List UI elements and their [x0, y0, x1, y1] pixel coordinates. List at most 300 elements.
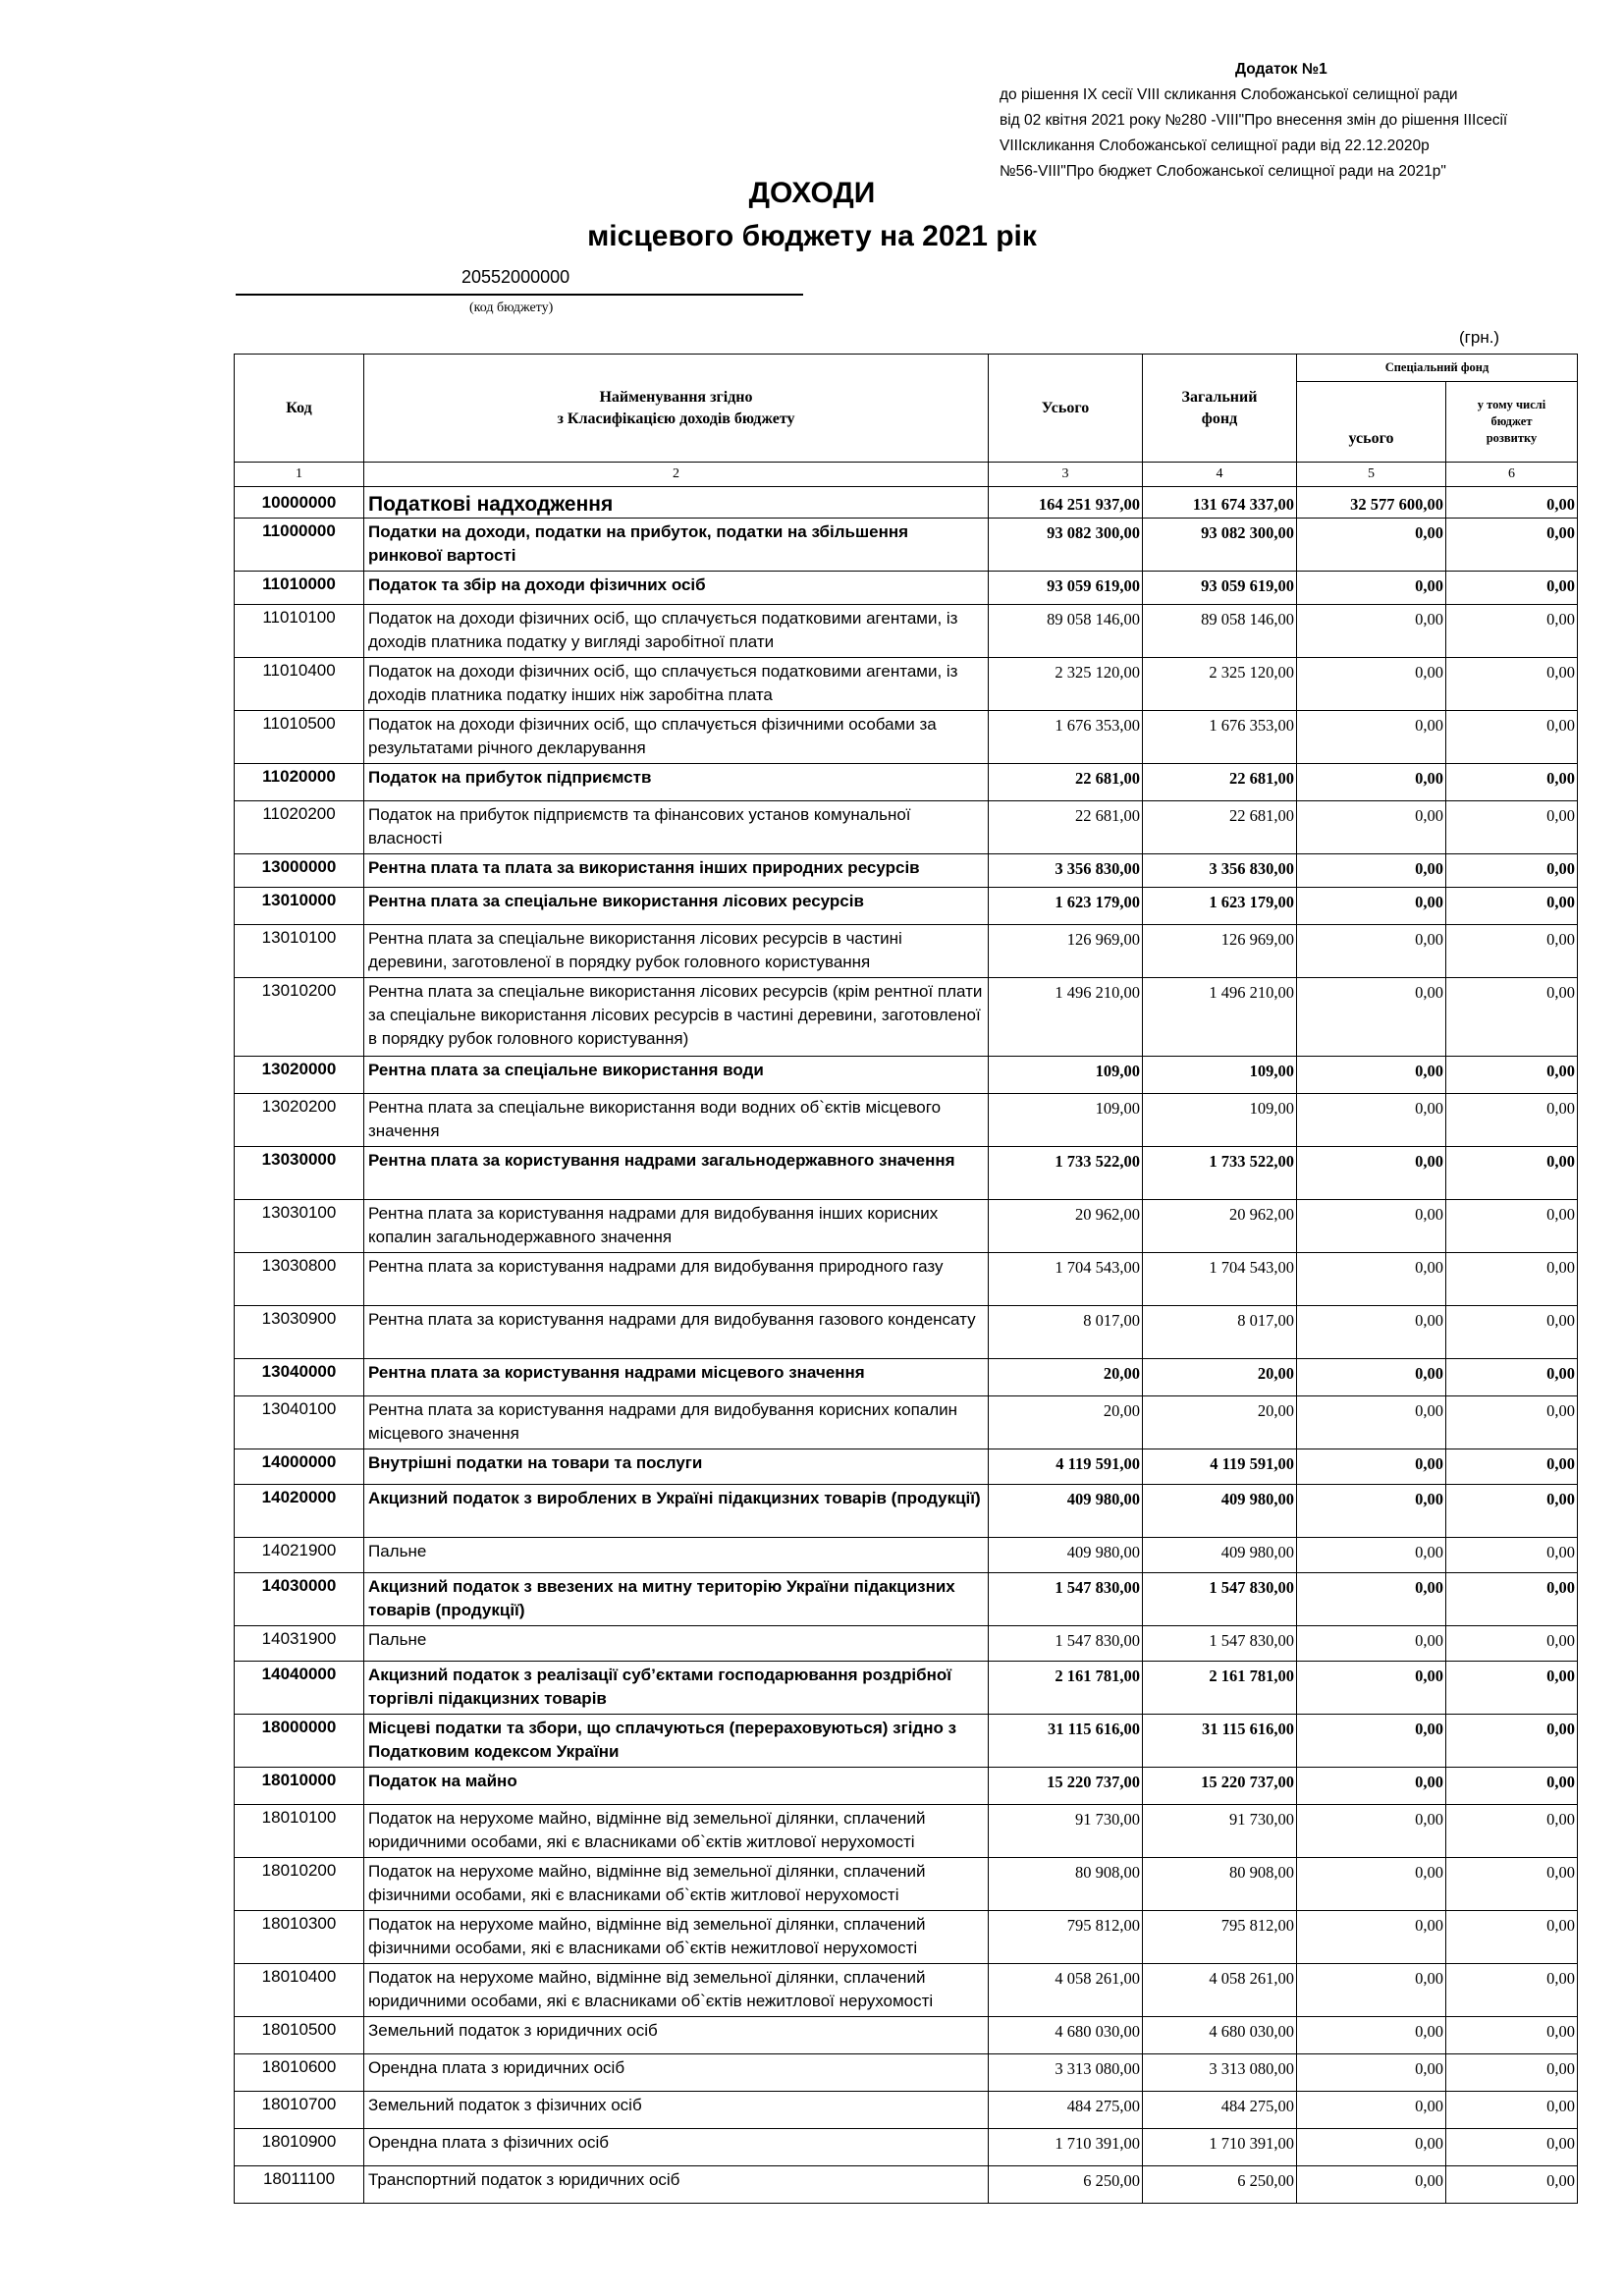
development-budget-amount: 0,00	[1446, 1396, 1578, 1449]
table-row	[235, 925, 1578, 978]
header-special-fund: Спеціальний фонд	[1297, 355, 1578, 382]
income-name-text: Податок на майно	[368, 1772, 517, 1790]
total-amount: 109,00	[989, 1057, 1143, 1094]
total-amount: 2 161 781,00	[989, 1662, 1143, 1715]
table-row	[235, 1485, 1578, 1538]
income-name	[364, 711, 989, 764]
total-amount: 1 676 353,00	[989, 711, 1143, 764]
total-amount: 109,00	[989, 1094, 1143, 1147]
total-amount: 93 082 300,00	[989, 519, 1143, 572]
table-row	[235, 2054, 1578, 2092]
income-name-text: Податок та збір на доходи фізичних осіб	[368, 575, 706, 594]
total-amount: 1 496 210,00	[989, 978, 1143, 1057]
income-name	[364, 658, 989, 711]
special-fund-amount: 0,00	[1297, 572, 1446, 605]
total-amount: 89 058 146,00	[989, 605, 1143, 658]
table-row	[235, 1538, 1578, 1573]
income-name	[364, 572, 989, 605]
development-budget-amount: 0,00	[1446, 2054, 1578, 2092]
income-name	[364, 1057, 989, 1094]
header-general-fund	[1143, 355, 1297, 463]
income-name-text: Податок на прибуток підприємств та фінансових установ комунальної власності	[368, 805, 911, 847]
development-budget-amount: 0,00	[1446, 1662, 1578, 1715]
income-code: 18010900	[235, 2129, 364, 2166]
income-name-text: Акцизний податок з реалізації суб’єктами господарювання роздрібної торгівлі підакцизних товарів	[368, 1666, 952, 1708]
column-number: 3	[989, 463, 1143, 487]
income-code: 14040000	[235, 1662, 364, 1715]
development-budget-amount: 0,00	[1446, 487, 1578, 519]
table-row	[235, 1911, 1578, 1964]
income-name	[364, 2054, 989, 2092]
income-code: 13030800	[235, 1253, 364, 1306]
income-name	[364, 2092, 989, 2129]
income-name-text: Податок на доходи фізичних осіб, що сплачується податковими агентами, із доходів платника податку інших ніж заробітна плата	[368, 662, 958, 704]
special-fund-amount: 0,00	[1297, 1626, 1446, 1662]
development-budget-amount: 0,00	[1446, 1449, 1578, 1485]
general-fund-amount: 1 710 391,00	[1143, 2129, 1297, 2166]
table-row	[235, 1662, 1578, 1715]
income-code: 14020000	[235, 1485, 364, 1538]
special-fund-amount: 0,00	[1297, 1662, 1446, 1715]
table-row	[235, 1715, 1578, 1768]
income-code: 18010200	[235, 1858, 364, 1911]
income-name-text: Податки на доходи, податки на прибуток, податки на збільшення ринкової вартості	[368, 522, 909, 565]
total-amount: 3 313 080,00	[989, 2054, 1143, 2092]
special-fund-amount: 0,00	[1297, 1858, 1446, 1911]
income-name	[364, 1805, 989, 1858]
total-amount: 484 275,00	[989, 2092, 1143, 2129]
general-fund-amount: 22 681,00	[1143, 801, 1297, 854]
general-fund-amount: 22 681,00	[1143, 764, 1297, 801]
general-fund-amount: 91 730,00	[1143, 1805, 1297, 1858]
general-fund-amount: 109,00	[1143, 1057, 1297, 1094]
budget-code-caption: (код бюджету)	[469, 301, 554, 315]
table-row	[235, 801, 1578, 854]
table-row	[235, 2092, 1578, 2129]
income-name-text: Податок на нерухоме майно, відмінне від земельної ділянки, сплачений юридичними особами, які є власниками об`єктів нежитлової нерухомості	[368, 1968, 934, 2010]
total-amount: 20,00	[989, 1359, 1143, 1396]
special-fund-amount: 0,00	[1297, 519, 1446, 572]
special-fund-amount: 0,00	[1297, 764, 1446, 801]
total-amount: 20 962,00	[989, 1200, 1143, 1253]
header-dev-line2: бюджет	[1490, 414, 1533, 428]
income-code: 14021900	[235, 1538, 364, 1573]
special-fund-amount: 0,00	[1297, 2129, 1446, 2166]
income-name	[364, 854, 989, 888]
income-code: 11010500	[235, 711, 364, 764]
total-amount: 6 250,00	[989, 2166, 1143, 2204]
income-name	[364, 1253, 989, 1306]
general-fund-amount: 3 313 080,00	[1143, 2054, 1297, 2092]
income-code: 18010400	[235, 1964, 364, 2017]
development-budget-amount: 0,00	[1446, 854, 1578, 888]
special-fund-amount: 0,00	[1297, 1964, 1446, 2017]
header-name	[364, 355, 989, 463]
header-code: Код	[235, 355, 364, 463]
column-number: 6	[1446, 463, 1578, 487]
column-number: 1	[235, 463, 364, 487]
special-fund-amount: 0,00	[1297, 1485, 1446, 1538]
development-budget-amount: 0,00	[1446, 1805, 1578, 1858]
income-name	[364, 1147, 989, 1200]
development-budget-amount: 0,00	[1446, 925, 1578, 978]
income-code: 13000000	[235, 854, 364, 888]
income-name	[364, 1573, 989, 1626]
development-budget-amount: 0,00	[1446, 1911, 1578, 1964]
table-row	[235, 888, 1578, 925]
general-fund-amount: 93 082 300,00	[1143, 519, 1297, 572]
header-name-line1: Найменування згідно	[599, 388, 753, 406]
total-amount: 91 730,00	[989, 1805, 1143, 1858]
development-budget-amount: 0,00	[1446, 1858, 1578, 1911]
total-amount: 80 908,00	[989, 1858, 1143, 1911]
development-budget-amount: 0,00	[1446, 1485, 1578, 1538]
income-name	[364, 2017, 989, 2054]
income-name	[364, 605, 989, 658]
header-general-line1: Загальний	[1181, 388, 1258, 406]
appendix-title: Додаток №1	[1235, 61, 1327, 78]
total-amount: 93 059 619,00	[989, 572, 1143, 605]
table-row	[235, 854, 1578, 888]
special-fund-amount: 0,00	[1297, 1911, 1446, 1964]
development-budget-amount: 0,00	[1446, 2017, 1578, 2054]
total-amount: 1 704 543,00	[989, 1253, 1143, 1306]
total-amount: 164 251 937,00	[989, 487, 1143, 519]
special-fund-amount: 0,00	[1297, 2166, 1446, 2204]
development-budget-amount: 0,00	[1446, 1057, 1578, 1094]
special-fund-amount: 0,00	[1297, 658, 1446, 711]
table-row	[235, 1253, 1578, 1306]
appendix-line: №56-VIII"Про бюджет Слобожанської селищної ради на 2021р"	[1000, 163, 1446, 180]
income-name	[364, 2166, 989, 2204]
income-code: 11010400	[235, 658, 364, 711]
development-budget-amount: 0,00	[1446, 572, 1578, 605]
table-row	[235, 605, 1578, 658]
income-code: 13020200	[235, 1094, 364, 1147]
income-code: 11000000	[235, 519, 364, 572]
special-fund-amount: 0,00	[1297, 888, 1446, 925]
income-code: 18011100	[235, 2166, 364, 2204]
income-name	[364, 1094, 989, 1147]
income-name-text: Рентна плата за спеціальне використання лісових ресурсів (крім рентної плати за спеціальне використання лісових ресурсів в частині деревини, заготовленої в порядку рубок головного користування)	[368, 982, 983, 1048]
header-name-line2: з Класифікацією доходів бюджету	[557, 410, 795, 427]
general-fund-amount: 409 980,00	[1143, 1485, 1297, 1538]
special-fund-amount: 0,00	[1297, 1147, 1446, 1200]
income-name	[364, 888, 989, 925]
special-fund-amount: 0,00	[1297, 1449, 1446, 1485]
development-budget-amount: 0,00	[1446, 711, 1578, 764]
development-budget-amount: 0,00	[1446, 888, 1578, 925]
special-fund-amount: 0,00	[1297, 2092, 1446, 2129]
table-row	[235, 764, 1578, 801]
income-name-text: Пальне	[368, 1542, 427, 1560]
general-fund-amount: 484 275,00	[1143, 2092, 1297, 2129]
header-total: Усього	[989, 355, 1143, 463]
document-subtitle: місцевого бюджету на 2021 рік	[587, 220, 1037, 252]
general-fund-amount: 15 220 737,00	[1143, 1768, 1297, 1805]
income-name-text: Земельний податок з юридичних осіб	[368, 2021, 658, 2040]
income-code: 14030000	[235, 1573, 364, 1626]
income-name-text: Рентна плата за користування надрами для видобування газового конденсату	[368, 1310, 976, 1329]
income-code: 18000000	[235, 1715, 364, 1768]
budget-code: 20552000000	[461, 267, 570, 287]
total-amount: 31 115 616,00	[989, 1715, 1143, 1768]
special-fund-amount: 0,00	[1297, 925, 1446, 978]
income-code: 18010000	[235, 1768, 364, 1805]
table-row	[235, 1964, 1578, 2017]
special-fund-amount: 0,00	[1297, 711, 1446, 764]
development-budget-amount: 0,00	[1446, 2129, 1578, 2166]
budget-code-underline	[236, 294, 803, 296]
income-name-text: Рентна плата за користування надрами загальнодержавного значення	[368, 1151, 955, 1170]
general-fund-amount: 1 733 522,00	[1143, 1147, 1297, 1200]
income-code: 13020000	[235, 1057, 364, 1094]
table-row	[235, 1147, 1578, 1200]
document-title: ДОХОДИ	[748, 177, 876, 209]
total-amount: 795 812,00	[989, 1911, 1143, 1964]
development-budget-amount: 0,00	[1446, 2092, 1578, 2129]
appendix-line: VIIIскликання Слобожанської селищної ради від 22.12.2020р	[1000, 137, 1430, 154]
table-row	[235, 1094, 1578, 1147]
general-fund-amount: 1 547 830,00	[1143, 1573, 1297, 1626]
header-dev-line3: розвитку	[1486, 431, 1538, 445]
appendix-header	[1000, 57, 1608, 185]
table-row	[235, 1626, 1578, 1662]
development-budget-amount: 0,00	[1446, 764, 1578, 801]
appendix-line: від 02 квітня 2021 року №280 -VIII"Про внесення змін до рішення IIIсесії	[1000, 112, 1508, 129]
income-name-text: Рентна плата за спеціальне використання води водних об`єктів місцевого значення	[368, 1098, 942, 1140]
income-name-text: Пальне	[368, 1630, 427, 1649]
development-budget-amount: 0,00	[1446, 519, 1578, 572]
development-budget-amount: 0,00	[1446, 1200, 1578, 1253]
income-name	[364, 764, 989, 801]
total-amount: 126 969,00	[989, 925, 1143, 978]
income-code: 13030900	[235, 1306, 364, 1359]
income-name-text: Рентна плата за спеціальне використання лісових ресурсів	[368, 892, 864, 910]
total-amount: 8 017,00	[989, 1306, 1143, 1359]
special-fund-amount: 0,00	[1297, 978, 1446, 1057]
development-budget-amount: 0,00	[1446, 1147, 1578, 1200]
income-name	[364, 1306, 989, 1359]
income-name-text: Рентна плата за користування надрами для видобування корисних копалин місцевого значення	[368, 1400, 958, 1443]
special-fund-amount: 0,00	[1297, 854, 1446, 888]
income-name-text: Місцеві податки та збори, що сплачуються (перераховуються) згідно з Податковим кодексом України	[368, 1719, 957, 1761]
general-fund-amount: 1 547 830,00	[1143, 1626, 1297, 1662]
table-row	[235, 1200, 1578, 1253]
income-name	[364, 925, 989, 978]
income-name-text: Податкові надходження	[368, 493, 614, 516]
general-fund-amount: 126 969,00	[1143, 925, 1297, 978]
income-name-text: Акцизний податок з ввезених на митну територію України підакцизних товарів (продукції)	[368, 1577, 955, 1619]
total-amount: 15 220 737,00	[989, 1768, 1143, 1805]
income-name-text: Рентна плата за спеціальне використання води	[368, 1061, 764, 1079]
table-row	[235, 2129, 1578, 2166]
total-amount: 20,00	[989, 1396, 1143, 1449]
total-amount: 409 980,00	[989, 1538, 1143, 1573]
income-name	[364, 1662, 989, 1715]
development-budget-amount: 0,00	[1446, 1626, 1578, 1662]
income-name	[364, 1359, 989, 1396]
general-fund-amount: 20,00	[1143, 1359, 1297, 1396]
table-row	[235, 2166, 1578, 2204]
income-name-text: Орендна плата з фізичних осіб	[368, 2133, 609, 2152]
table-row	[235, 1359, 1578, 1396]
total-amount: 1 547 830,00	[989, 1626, 1143, 1662]
income-code: 11020200	[235, 801, 364, 854]
special-fund-amount: 0,00	[1297, 1715, 1446, 1768]
table-body	[235, 463, 1578, 2204]
income-code: 11010100	[235, 605, 364, 658]
income-name-text: Рентна плата за спеціальне використання лісових ресурсів в частині деревини, заготовленої в порядку рубок головного користування	[368, 929, 902, 971]
total-amount: 4 119 591,00	[989, 1449, 1143, 1485]
total-amount: 4 058 261,00	[989, 1964, 1143, 2017]
special-fund-amount: 0,00	[1297, 1768, 1446, 1805]
income-name	[364, 1768, 989, 1805]
special-fund-amount: 0,00	[1297, 1396, 1446, 1449]
total-amount: 3 356 830,00	[989, 854, 1143, 888]
special-fund-amount: 0,00	[1297, 2054, 1446, 2092]
column-number: 2	[364, 463, 989, 487]
development-budget-amount: 0,00	[1446, 1253, 1578, 1306]
table-row	[235, 711, 1578, 764]
income-name	[364, 519, 989, 572]
general-fund-amount: 2 325 120,00	[1143, 658, 1297, 711]
income-name	[364, 1485, 989, 1538]
development-budget-amount: 0,00	[1446, 1306, 1578, 1359]
income-code: 13040000	[235, 1359, 364, 1396]
general-fund-amount: 409 980,00	[1143, 1538, 1297, 1573]
income-name-text: Податок на доходи фізичних осіб, що сплачується податковими агентами, із доходів платника податку у вигляді заробітної плати	[368, 609, 958, 651]
total-amount: 4 680 030,00	[989, 2017, 1143, 2054]
income-name	[364, 1200, 989, 1253]
general-fund-amount: 20 962,00	[1143, 1200, 1297, 1253]
income-code: 18010100	[235, 1805, 364, 1858]
income-name	[364, 1911, 989, 1964]
development-budget-amount: 0,00	[1446, 1768, 1578, 1805]
income-name	[364, 2129, 989, 2166]
income-code: 18010600	[235, 2054, 364, 2092]
currency-unit: (грн.)	[1459, 328, 1500, 347]
development-budget-amount: 0,00	[1446, 658, 1578, 711]
header-dev-line1: у тому числі	[1477, 398, 1546, 411]
income-code: 13010000	[235, 888, 364, 925]
income-name-text: Орендна плата з юридичних осіб	[368, 2058, 625, 2077]
income-code: 10000000	[235, 487, 364, 519]
total-amount: 1 623 179,00	[989, 888, 1143, 925]
income-name-text: Акцизний податок з вироблених в Україні підакцизних товарів (продукції)	[368, 1489, 981, 1507]
general-fund-amount: 93 059 619,00	[1143, 572, 1297, 605]
total-amount: 2 325 120,00	[989, 658, 1143, 711]
income-name	[364, 1715, 989, 1768]
income-code: 13040100	[235, 1396, 364, 1449]
income-name	[364, 978, 989, 1057]
special-fund-amount: 0,00	[1297, 1359, 1446, 1396]
general-fund-amount: 8 017,00	[1143, 1306, 1297, 1359]
total-amount: 22 681,00	[989, 801, 1143, 854]
table-row	[235, 572, 1578, 605]
total-amount: 409 980,00	[989, 1485, 1143, 1538]
general-fund-amount: 4 680 030,00	[1143, 2017, 1297, 2054]
income-name	[364, 1449, 989, 1485]
income-name	[364, 1858, 989, 1911]
development-budget-amount: 0,00	[1446, 1573, 1578, 1626]
total-amount: 1 547 830,00	[989, 1573, 1143, 1626]
income-name-text: Рентна плата та плата за використання інших природних ресурсів	[368, 858, 920, 877]
income-name-text: Рентна плата за користування надрами для видобування природного газу	[368, 1257, 944, 1276]
income-name	[364, 801, 989, 854]
total-amount: 1 733 522,00	[989, 1147, 1143, 1200]
income-name	[364, 487, 989, 519]
income-code: 11020000	[235, 764, 364, 801]
income-name-text: Податок на прибуток підприємств	[368, 768, 652, 787]
special-fund-amount: 0,00	[1297, 1538, 1446, 1573]
general-fund-amount: 4 058 261,00	[1143, 1964, 1297, 2017]
general-fund-amount: 3 356 830,00	[1143, 854, 1297, 888]
income-name-text: Податок на нерухоме майно, відмінне від земельної ділянки, сплачений фізичними особами, які є власниками об`єктів нежитлової нерухомості	[368, 1915, 926, 1957]
general-fund-amount: 4 119 591,00	[1143, 1449, 1297, 1485]
table-row	[235, 487, 1578, 519]
general-fund-amount: 6 250,00	[1143, 2166, 1297, 2204]
header-special-total: усього	[1297, 382, 1446, 463]
special-fund-amount: 0,00	[1297, 1094, 1446, 1147]
development-budget-amount: 0,00	[1446, 978, 1578, 1057]
table-row	[235, 1449, 1578, 1485]
column-number-row	[235, 463, 1578, 487]
development-budget-amount: 0,00	[1446, 2166, 1578, 2204]
header-general-line2: фонд	[1201, 410, 1238, 427]
table-row	[235, 1858, 1578, 1911]
table-row	[235, 978, 1578, 1057]
income-name-text: Рентна плата за користування надрами для видобування інших корисних копалин загальнодержавного значення	[368, 1204, 939, 1246]
special-fund-amount: 0,00	[1297, 1573, 1446, 1626]
income-code: 18010700	[235, 2092, 364, 2129]
appendix-line: до рішення IX сесії VIII скликання Слобожанської селищної ради	[1000, 86, 1458, 103]
income-name	[364, 1964, 989, 2017]
table-row	[235, 519, 1578, 572]
header-development-budget	[1446, 382, 1578, 463]
table-row	[235, 1805, 1578, 1858]
special-fund-amount: 0,00	[1297, 1200, 1446, 1253]
table-row	[235, 1573, 1578, 1626]
general-fund-amount: 1 704 543,00	[1143, 1253, 1297, 1306]
development-budget-amount: 0,00	[1446, 605, 1578, 658]
income-code: 11010000	[235, 572, 364, 605]
total-amount: 22 681,00	[989, 764, 1143, 801]
income-name-text: Рентна плата за користування надрами місцевого значення	[368, 1363, 865, 1382]
development-budget-amount: 0,00	[1446, 1715, 1578, 1768]
general-fund-amount: 795 812,00	[1143, 1911, 1297, 1964]
income-name-text: Податок на нерухоме майно, відмінне від земельної ділянки, сплачений юридичними особами, які є власниками об`єктів житлової нерухомості	[368, 1809, 926, 1851]
column-number: 4	[1143, 463, 1297, 487]
income-code: 13010200	[235, 978, 364, 1057]
income-name-text: Податок на доходи фізичних осіб, що сплачується фізичними особами за результатами річного декларування	[368, 715, 937, 757]
development-budget-amount: 0,00	[1446, 801, 1578, 854]
general-fund-amount: 80 908,00	[1143, 1858, 1297, 1911]
special-fund-amount: 0,00	[1297, 1805, 1446, 1858]
income-code: 14031900	[235, 1626, 364, 1662]
general-fund-amount: 109,00	[1143, 1094, 1297, 1147]
income-code: 18010300	[235, 1911, 364, 1964]
income-name-text: Внутрішні податки на товари та послуги	[368, 1453, 703, 1472]
income-name	[364, 1396, 989, 1449]
income-code: 18010500	[235, 2017, 364, 2054]
income-name-text: Транспортний податок з юридичних осіб	[368, 2170, 680, 2189]
income-code: 13010100	[235, 925, 364, 978]
general-fund-amount: 89 058 146,00	[1143, 605, 1297, 658]
special-fund-amount: 0,00	[1297, 2017, 1446, 2054]
special-fund-amount: 0,00	[1297, 1057, 1446, 1094]
total-amount: 1 710 391,00	[989, 2129, 1143, 2166]
